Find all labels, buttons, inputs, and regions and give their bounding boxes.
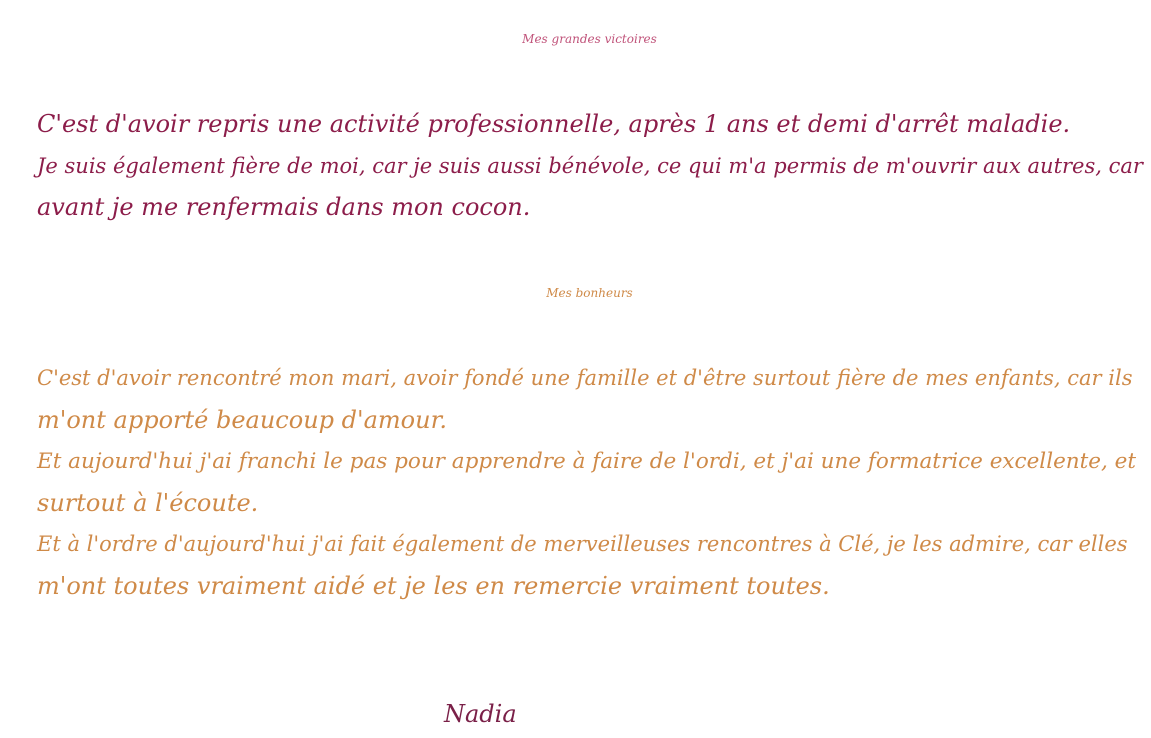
victories-line: C'est d'avoir repris une activité professionnelle, après 1 ans et demi d'arrêt maladie.: [37, 110, 1071, 138]
happiness-line: C'est d'avoir rencontré mon mari, avoir fondé une famille et d'être surtout fière de mes enfants, car ils: [37, 366, 1133, 390]
victories-line: avant je me renfermais dans mon cocon.: [37, 193, 531, 221]
happiness-line: m'ont apporté beaucoup d'amour.: [37, 405, 448, 434]
happiness-line: Et aujourd'hui j'ai franchi le pas pour apprendre à faire de l'ordi, et j'ai une formatrice excellente, et: [37, 449, 1137, 474]
happiness-line: surtout à l'écoute.: [37, 488, 259, 517]
signature-name: Nadia: [444, 700, 517, 728]
happiness-paragraph: [37, 358, 1137, 607]
victories-line: Je suis également fière de moi, car je suis aussi bénévole, ce qui m'a permis de m'ouvrir aux autres, car: [37, 153, 1143, 178]
victories-paragraph: [37, 104, 1143, 229]
happiness-line: m'ont toutes vraiment aidé et je les en remercie vraiment toutes.: [37, 571, 830, 600]
happiness-title: Mes bonheurs: [546, 286, 633, 300]
happiness-line: Et à l'ordre d'aujourd'hui j'ai fait également de merveilleuses rencontres à Clé, je les admire, car elles: [37, 532, 1128, 556]
victories-title: Mes grandes victoires: [522, 32, 657, 46]
